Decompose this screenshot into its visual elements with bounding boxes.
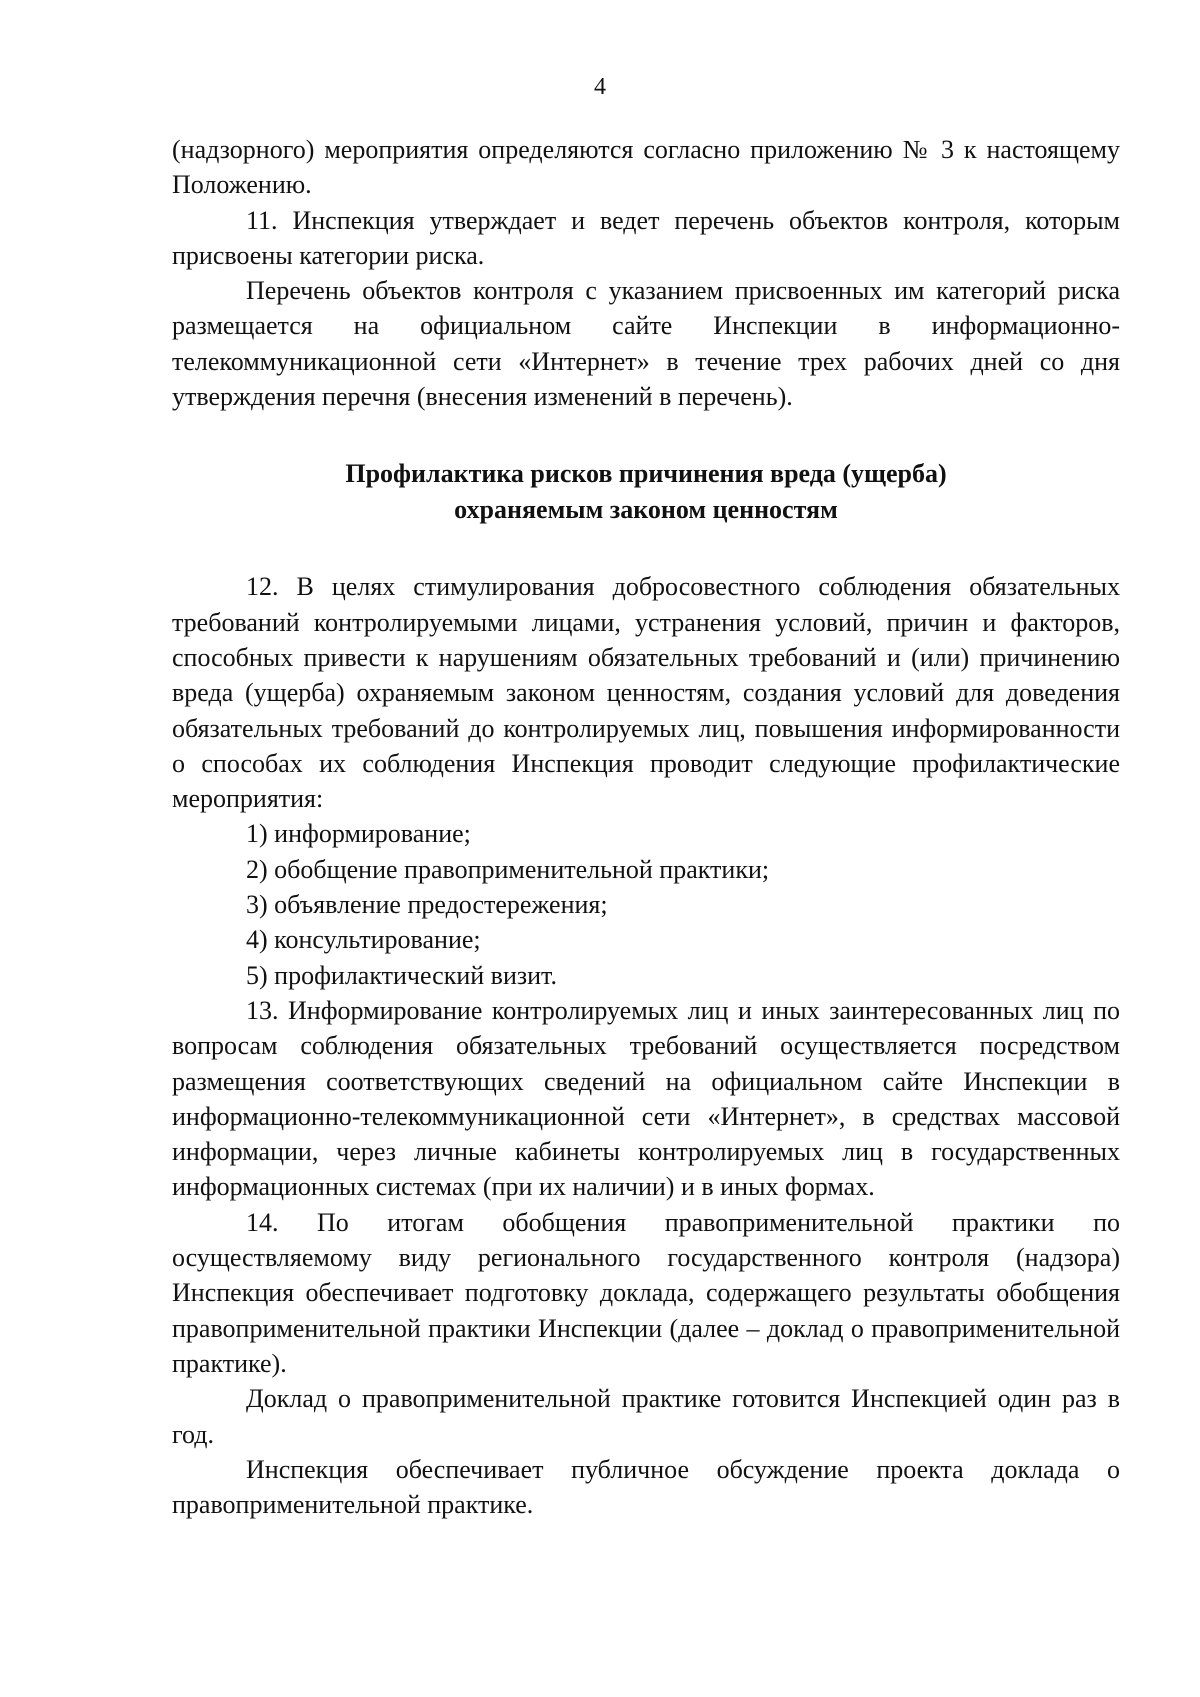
document-body xyxy=(172,132,1120,1522)
paragraph-11: 11. Инспекция утверждает и ведет перечень объектов контроля, которым присвоены категории риска. xyxy=(172,205,1120,270)
page-number: 4 xyxy=(594,74,606,100)
list-item: 2) обобщение правоприменительной практики; xyxy=(246,854,770,884)
list-item: 3) объявление предостережения; xyxy=(246,890,608,920)
list-item: 5) профилактический визит. xyxy=(246,960,557,990)
paragraph-12: 12. В целях стимулирования добросовестного соблюдения обязательных требований контролируемыми лицами, устранения условий, причин и факторов, способных привести к нарушениям обязательных требований и (или) причинению вреда (ущерба) охраняемым законом ценностям, создания условий для доведения обязательных требований до контролируемых лиц, повышения информированности о способах их соблюдения Инспекция проводит следующие профилактические мероприятия: xyxy=(172,572,1120,814)
list-item: 1) информирование; xyxy=(246,819,471,849)
section-heading-line-1: Профилактика рисков причинения вреда (ущерба) xyxy=(345,459,947,489)
section-heading-line-2: охраняемым законом ценностям xyxy=(454,495,838,525)
paragraph-14-annual-report: Доклад о правоприменительной практике готовится Инспекцией один раз в год. xyxy=(172,1384,1120,1449)
paragraph-14: 14. По итогам обобщения правоприменительной практики по осуществляемому виду регионального государственного контроля (надзора) Инспекция обеспечивает подготовку доклада, содержащего результаты обобщения правоприменительной практики Инспекции (далее – доклад о правоприменительной практике). xyxy=(172,1207,1120,1378)
section-heading xyxy=(172,456,1120,528)
paragraph-continuation: (надзорного) мероприятия определяются согласно приложению № 3 к настоящему Положению. xyxy=(172,135,1120,200)
paragraph-14-public-discussion: Инспекция обеспечивает публичное обсуждение проекта доклада о правоприменительной практике. xyxy=(172,1454,1120,1520)
list-item: 4) консультирование; xyxy=(246,925,481,955)
paragraph-13: 13. Информирование контролируемых лиц и иных заинтересованных лиц по вопросам соблюдения обязательных требований осуществляется посредством размещения соответствующих сведений на официальном сайте Инспекции в информационно-телекоммуникационной сети «Интернет», в средствах массовой информации, через личные кабинеты контролируемых лиц в государственных информационных системах (при их наличии) и в иных формах. xyxy=(172,995,1120,1202)
paragraph-11-list-publication: Перечень объектов контроля с указанием присвоенных им категорий риска размещается на официальном сайте Инспекции в информационно-телекоммуникационной сети «Интернет» в течение трех рабочих дней со дня утверждения перечня (внесения изменений в перечень). xyxy=(172,276,1120,412)
